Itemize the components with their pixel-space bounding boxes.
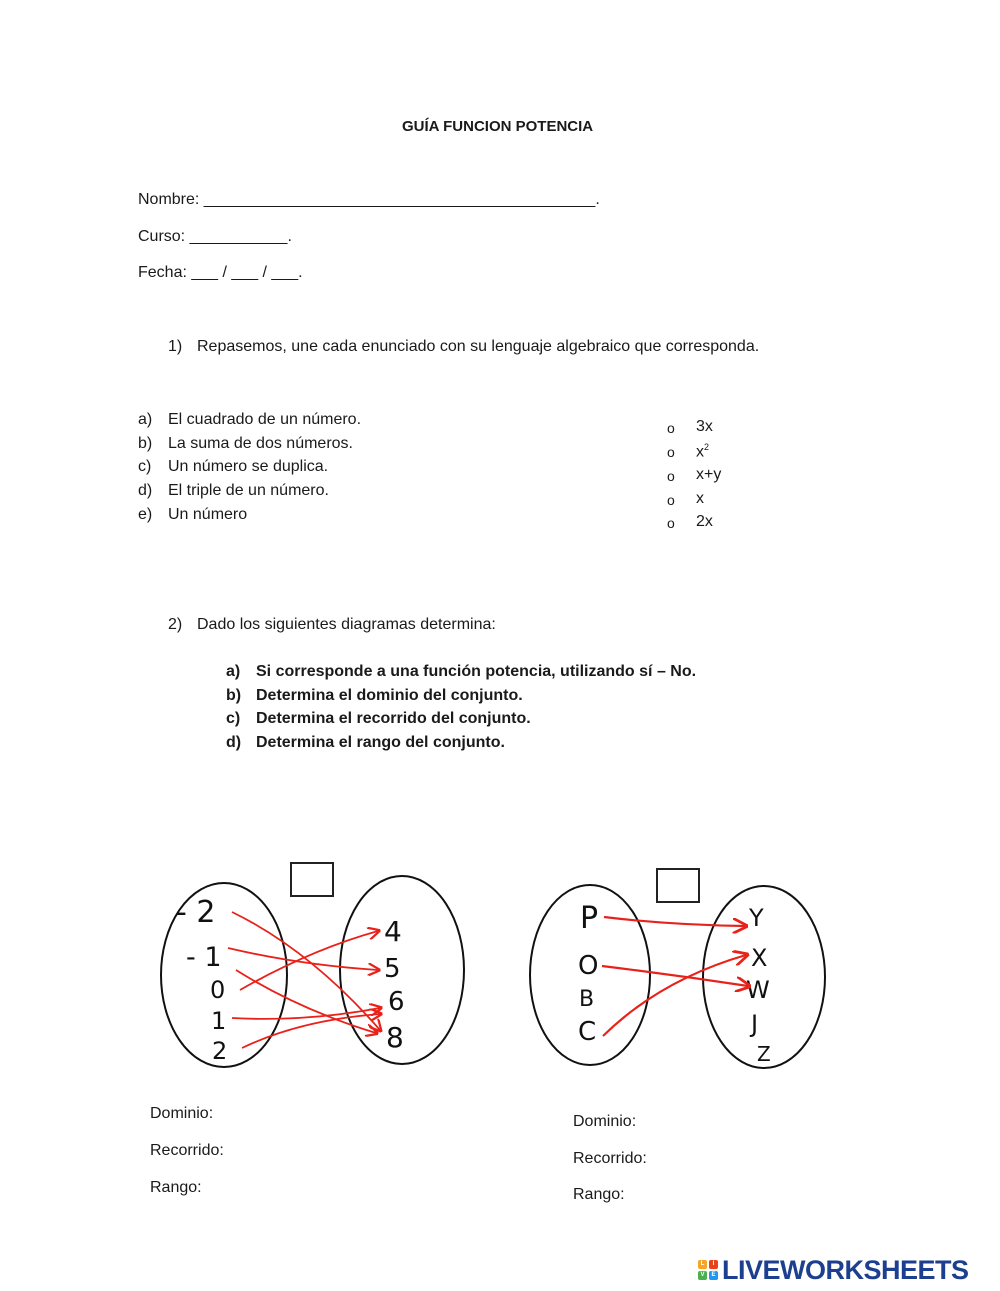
task-letter: b) bbox=[226, 687, 242, 704]
domain-element: C bbox=[578, 1017, 597, 1047]
q1-number: 1) bbox=[168, 338, 183, 355]
expression-item[interactable]: 3x bbox=[696, 418, 713, 435]
domain-element: - 1 bbox=[186, 942, 222, 973]
bullet-icon: o bbox=[667, 468, 675, 484]
recorrido-label-2[interactable]: Recorrido: bbox=[573, 1150, 647, 1167]
task-item: Determina el dominio del conjunto. bbox=[256, 687, 523, 704]
logo-mark-letter: I bbox=[709, 1260, 718, 1269]
statement-letter: e) bbox=[138, 506, 153, 523]
logo-mark-letter: L bbox=[698, 1260, 707, 1269]
page-title: GUÍA FUNCION POTENCIA bbox=[402, 118, 594, 135]
q2-number: 2) bbox=[168, 616, 183, 633]
bullet-icon: o bbox=[667, 444, 675, 460]
statement-letter: a) bbox=[138, 411, 153, 428]
task-item: Determina el rango del conjunto. bbox=[256, 734, 505, 751]
mapping-arrow bbox=[232, 1008, 380, 1019]
task-letter: a) bbox=[226, 663, 241, 680]
curso-field[interactable]: Curso: ___________. bbox=[138, 228, 292, 245]
codomain-element: J bbox=[751, 1010, 759, 1038]
fecha-field[interactable]: Fecha: ___ / ___ / ___. bbox=[138, 264, 303, 281]
domain-element: 1 bbox=[211, 1007, 227, 1035]
codomain-element: Y bbox=[749, 904, 764, 932]
domain-element: 0 bbox=[210, 976, 226, 1004]
codomain-element: 6 bbox=[388, 987, 405, 1017]
task-item: Si corresponde a una función potencia, utilizando sí – No. bbox=[256, 663, 697, 680]
statement-letter: d) bbox=[138, 482, 153, 499]
liveworksheets-logo bbox=[698, 1255, 969, 1285]
domain-element: 2 bbox=[212, 1037, 228, 1065]
statement-item[interactable]: El triple de un número. bbox=[168, 482, 329, 499]
expression-item[interactable]: x bbox=[696, 490, 704, 507]
mapping-arrow bbox=[236, 970, 376, 1033]
domain-element: O bbox=[578, 951, 599, 981]
expression-item[interactable]: 2x bbox=[696, 513, 713, 530]
statement-letter: c) bbox=[138, 458, 152, 475]
domain-element: P bbox=[580, 901, 599, 936]
bullet-icon: o bbox=[667, 515, 675, 531]
codomain-element: W bbox=[746, 976, 770, 1004]
bullet-icon: o bbox=[667, 492, 675, 508]
codomain-element: 4 bbox=[384, 915, 402, 948]
q1-prompt: Repasemos, une cada enunciado con su lenguaje algebraico que corresponda. bbox=[197, 338, 760, 355]
statement-item[interactable]: Un número bbox=[168, 506, 248, 523]
nombre-field[interactable]: Nombre: ____________________________________________. bbox=[138, 191, 600, 208]
rango-label-2[interactable]: Rango: bbox=[573, 1186, 625, 1203]
expression-base: x bbox=[696, 443, 704, 461]
dominio-label-1[interactable]: Dominio: bbox=[150, 1105, 214, 1122]
task-item: Determina el recorrido del conjunto. bbox=[256, 710, 531, 727]
statement-item[interactable]: El cuadrado de un número. bbox=[168, 411, 362, 428]
rango-label-1[interactable]: Rango: bbox=[150, 1179, 202, 1196]
task-letter: d) bbox=[226, 734, 242, 751]
task-letter: c) bbox=[226, 710, 241, 727]
exponent: 2 bbox=[704, 442, 710, 452]
codomain-element: 5 bbox=[384, 954, 401, 984]
domain-element: B bbox=[579, 987, 595, 1012]
logo-text: LIVEWORKSHEETS bbox=[722, 1254, 969, 1285]
logo-mark-letter: V bbox=[698, 1271, 707, 1280]
dominio-label-2[interactable]: Dominio: bbox=[573, 1113, 637, 1130]
codomain-element: X bbox=[751, 944, 768, 972]
logo-mark-letter: E bbox=[709, 1271, 718, 1280]
domain-element: - 2 bbox=[176, 895, 216, 930]
expression-item[interactable]: x+y bbox=[696, 466, 722, 483]
mapping-arrow bbox=[603, 955, 746, 1036]
codomain-element: Z bbox=[757, 1042, 771, 1066]
mapping-arrow bbox=[604, 917, 745, 926]
statement-item[interactable]: Un número se duplica. bbox=[168, 458, 329, 475]
statement-letter: b) bbox=[138, 435, 153, 452]
recorrido-label-1[interactable]: Recorrido: bbox=[150, 1142, 224, 1159]
codomain-element: 8 bbox=[386, 1021, 404, 1054]
statement-item[interactable]: La suma de dos números. bbox=[168, 435, 353, 452]
bullet-icon: o bbox=[667, 420, 675, 436]
logo-mark-icon bbox=[698, 1260, 718, 1280]
q2-prompt: Dado los siguientes diagramas determina: bbox=[197, 616, 496, 633]
